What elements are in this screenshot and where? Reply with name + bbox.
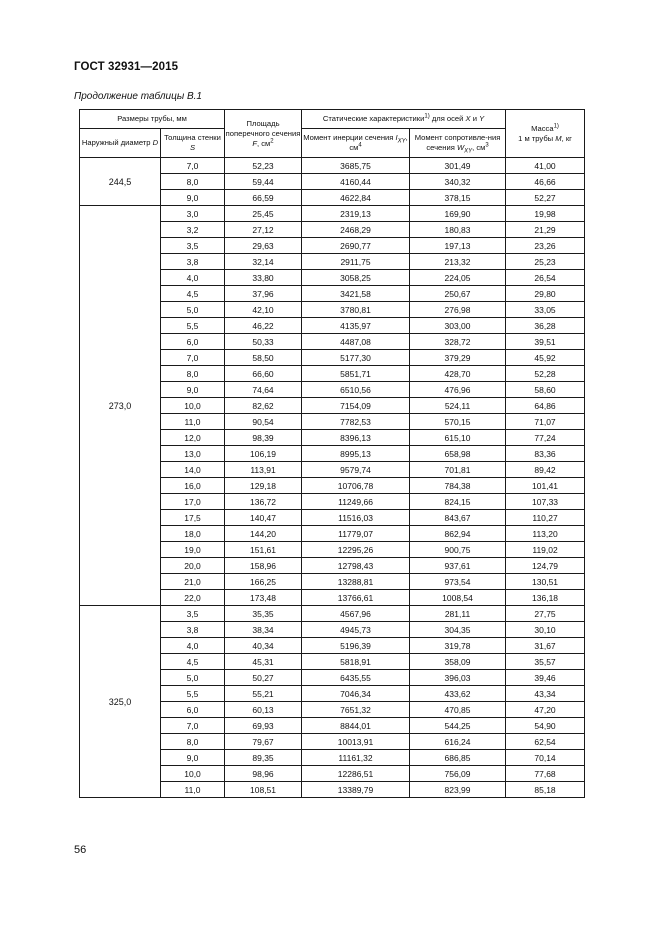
inertia-cell: 12295,26 (302, 542, 410, 558)
area-cell: 55,21 (225, 686, 302, 702)
wall-thickness-cell: 11,0 (161, 782, 225, 798)
wall-thickness-cell: 3,5 (161, 606, 225, 622)
mass-cell: 130,51 (506, 574, 585, 590)
area-cell: 40,34 (225, 638, 302, 654)
area-cell: 52,23 (225, 158, 302, 174)
mass-cell: 107,33 (506, 494, 585, 510)
wall-thickness-cell: 4,5 (161, 286, 225, 302)
inertia-cell: 13766,61 (302, 590, 410, 606)
mass-cell: 70,14 (506, 750, 585, 766)
resistance-cell: 169,90 (410, 206, 506, 222)
header-inertia-unit-power: 4 (358, 142, 362, 149)
header-inertia-sub: XY (397, 138, 406, 145)
resistance-cell: 433,62 (410, 686, 506, 702)
mass-cell: 46,66 (506, 174, 585, 190)
inertia-cell: 11779,07 (302, 526, 410, 542)
wall-thickness-cell: 12,0 (161, 430, 225, 446)
area-cell: 42,10 (225, 302, 302, 318)
resistance-cell: 224,05 (410, 270, 506, 286)
inertia-cell: 6435,55 (302, 670, 410, 686)
resistance-cell: 281,11 (410, 606, 506, 622)
wall-thickness-cell: 9,0 (161, 190, 225, 206)
area-cell: 173,48 (225, 590, 302, 606)
mass-cell: 83,36 (506, 446, 585, 462)
area-cell: 35,35 (225, 606, 302, 622)
header-outer-diameter-label: Наружный диаметр (81, 138, 151, 147)
header-area-unit-power: 2 (270, 137, 274, 144)
mass-cell: 54,90 (506, 718, 585, 734)
inertia-cell: 5177,30 (302, 350, 410, 366)
inertia-cell: 9579,74 (302, 462, 410, 478)
mass-cell: 33,05 (506, 302, 585, 318)
area-cell: 89,35 (225, 750, 302, 766)
mass-cell: 110,27 (506, 510, 585, 526)
header-mass-unit: , кг (561, 133, 572, 143)
area-cell: 29,63 (225, 238, 302, 254)
resistance-cell: 213,32 (410, 254, 506, 270)
inertia-cell: 5851,71 (302, 366, 410, 382)
resistance-cell: 276,98 (410, 302, 506, 318)
wall-thickness-cell: 9,0 (161, 750, 225, 766)
mass-cell: 77,68 (506, 766, 585, 782)
mass-cell: 26,54 (506, 270, 585, 286)
mass-cell: 52,27 (506, 190, 585, 206)
document-title: ГОСТ 32931—2015 (74, 61, 179, 73)
area-cell: 98,96 (225, 766, 302, 782)
inertia-cell: 7154,09 (302, 398, 410, 414)
header-inertia-symbol: I (395, 133, 398, 142)
wall-thickness-cell: 10,0 (161, 398, 225, 414)
resistance-cell: 303,00 (410, 318, 506, 334)
resistance-cell: 428,70 (410, 366, 506, 382)
inertia-cell: 11516,03 (302, 510, 410, 526)
header-mass (506, 110, 585, 158)
mass-cell: 27,75 (506, 606, 585, 622)
resistance-cell: 301,49 (410, 158, 506, 174)
inertia-cell: 12798,43 (302, 558, 410, 574)
header-outer-diameter-symbol: D (152, 138, 159, 147)
mass-cell: 64,86 (506, 398, 585, 414)
area-cell: 50,33 (225, 334, 302, 350)
mass-cell: 136,18 (506, 590, 585, 606)
mass-cell: 19,98 (506, 206, 585, 222)
inertia-cell: 13288,81 (302, 574, 410, 590)
wall-thickness-cell: 3,8 (161, 622, 225, 638)
table-row (80, 606, 585, 622)
inertia-cell: 4567,96 (302, 606, 410, 622)
header-area (225, 110, 302, 158)
area-cell: 129,18 (225, 478, 302, 494)
header-resistance (410, 129, 506, 158)
inertia-cell: 3421,58 (302, 286, 410, 302)
area-cell: 151,61 (225, 542, 302, 558)
wall-thickness-cell: 17,0 (161, 494, 225, 510)
wall-thickness-cell: 16,0 (161, 478, 225, 494)
resistance-cell: 701,81 (410, 462, 506, 478)
wall-thickness-cell: 7,0 (161, 350, 225, 366)
mass-cell: 30,10 (506, 622, 585, 638)
resistance-cell: 900,75 (410, 542, 506, 558)
resistance-cell: 544,25 (410, 718, 506, 734)
header-wall-thickness-symbol: S (189, 143, 196, 152)
mass-cell: 41,00 (506, 158, 585, 174)
area-cell: 90,54 (225, 414, 302, 430)
header-axis-y: Y (479, 114, 485, 123)
mass-cell: 124,79 (506, 558, 585, 574)
wall-thickness-cell: 21,0 (161, 574, 225, 590)
mass-cell: 101,41 (506, 478, 585, 494)
resistance-cell: 658,98 (410, 446, 506, 462)
inertia-cell: 4945,73 (302, 622, 410, 638)
table-row (80, 206, 585, 222)
wall-thickness-cell: 3,2 (161, 222, 225, 238)
resistance-cell: 340,32 (410, 174, 506, 190)
wall-thickness-cell: 5,0 (161, 302, 225, 318)
resistance-cell: 470,85 (410, 702, 506, 718)
mass-cell: 89,42 (506, 462, 585, 478)
outer-diameter-cell: 244,5 (80, 158, 161, 206)
resistance-cell: 476,96 (410, 382, 506, 398)
resistance-cell: 378,15 (410, 190, 506, 206)
wall-thickness-cell: 8,0 (161, 174, 225, 190)
wall-thickness-cell: 7,0 (161, 718, 225, 734)
resistance-cell: 396,03 (410, 670, 506, 686)
area-cell: 140,47 (225, 510, 302, 526)
mass-cell: 43,34 (506, 686, 585, 702)
area-cell: 166,25 (225, 574, 302, 590)
header-mass-label: Масса (531, 123, 554, 133)
area-cell: 38,34 (225, 622, 302, 638)
resistance-cell: 686,85 (410, 750, 506, 766)
area-cell: 37,96 (225, 286, 302, 302)
resistance-cell: 524,11 (410, 398, 506, 414)
page-number: 56 (74, 844, 87, 856)
header-static-label: Статические характеристики (322, 114, 425, 123)
inertia-cell: 11249,66 (302, 494, 410, 510)
resistance-cell: 973,54 (410, 574, 506, 590)
header-resistance-symbol: W (456, 143, 465, 152)
header-pipe-sizes: Размеры трубы, мм (80, 110, 225, 129)
wall-thickness-cell: 10,0 (161, 766, 225, 782)
inertia-cell: 6510,56 (302, 382, 410, 398)
mass-cell: 23,26 (506, 238, 585, 254)
header-outer-diameter (80, 129, 161, 158)
resistance-cell: 937,61 (410, 558, 506, 574)
mass-cell: 52,28 (506, 366, 585, 382)
area-cell: 98,39 (225, 430, 302, 446)
inertia-cell: 3685,75 (302, 158, 410, 174)
header-resistance-sub: XY (464, 148, 473, 155)
wall-thickness-cell: 6,0 (161, 334, 225, 350)
inertia-cell: 10013,91 (302, 734, 410, 750)
table-row (80, 158, 585, 174)
header-mass-note: 1) (553, 122, 559, 129)
inertia-cell: 4487,08 (302, 334, 410, 350)
inertia-cell: 12286,51 (302, 766, 410, 782)
header-resistance-label: Момент сопротивле-ния сечения (414, 133, 501, 152)
area-cell: 144,20 (225, 526, 302, 542)
inertia-cell: 5196,39 (302, 638, 410, 654)
inertia-cell: 13389,79 (302, 782, 410, 798)
wall-thickness-cell: 11,0 (161, 414, 225, 430)
mass-cell: 21,29 (506, 222, 585, 238)
header-inertia-label: Момент инерции сечения (303, 133, 394, 142)
resistance-cell: 250,67 (410, 286, 506, 302)
area-cell: 45,31 (225, 654, 302, 670)
wall-thickness-cell: 5,0 (161, 670, 225, 686)
outer-diameter-cell: 325,0 (80, 606, 161, 798)
inertia-cell: 4160,44 (302, 174, 410, 190)
outer-diameter-cell: 273,0 (80, 206, 161, 606)
header-inertia-unit: , см (349, 133, 408, 152)
header-static-tail: для осей (429, 114, 464, 123)
wall-thickness-cell: 4,5 (161, 654, 225, 670)
inertia-cell: 11161,32 (302, 750, 410, 766)
inertia-cell: 3780,81 (302, 302, 410, 318)
wall-thickness-cell: 7,0 (161, 158, 225, 174)
pipe-properties-table (79, 109, 585, 798)
inertia-cell: 2911,75 (302, 254, 410, 270)
area-cell: 32,14 (225, 254, 302, 270)
resistance-cell: 784,38 (410, 478, 506, 494)
resistance-cell: 823,99 (410, 782, 506, 798)
header-area-symbol: F (252, 138, 258, 148)
area-cell: 66,59 (225, 190, 302, 206)
inertia-cell: 7651,32 (302, 702, 410, 718)
mass-cell: 45,92 (506, 350, 585, 366)
area-cell: 113,91 (225, 462, 302, 478)
area-cell: 25,45 (225, 206, 302, 222)
mass-cell: 119,02 (506, 542, 585, 558)
wall-thickness-cell: 20,0 (161, 558, 225, 574)
header-axis-and: и (470, 114, 480, 123)
table-body (80, 158, 585, 798)
area-cell: 58,50 (225, 350, 302, 366)
resistance-cell: 358,09 (410, 654, 506, 670)
area-cell: 33,80 (225, 270, 302, 286)
mass-cell: 113,20 (506, 526, 585, 542)
wall-thickness-cell: 18,0 (161, 526, 225, 542)
resistance-cell: 756,09 (410, 766, 506, 782)
wall-thickness-cell: 19,0 (161, 542, 225, 558)
header-static-characteristics (302, 110, 506, 129)
area-cell: 136,72 (225, 494, 302, 510)
wall-thickness-cell: 6,0 (161, 702, 225, 718)
wall-thickness-cell: 3,5 (161, 238, 225, 254)
mass-cell: 39,46 (506, 670, 585, 686)
mass-cell: 25,23 (506, 254, 585, 270)
wall-thickness-cell: 17,5 (161, 510, 225, 526)
wall-thickness-cell: 8,0 (161, 366, 225, 382)
header-wall-thickness-label: Толщина стенки (164, 133, 221, 142)
area-cell: 60,13 (225, 702, 302, 718)
inertia-cell: 2690,77 (302, 238, 410, 254)
header-mass-desc: 1 м трубы (518, 133, 554, 143)
inertia-cell: 8995,13 (302, 446, 410, 462)
inertia-cell: 8844,01 (302, 718, 410, 734)
wall-thickness-cell: 5,5 (161, 318, 225, 334)
mass-cell: 77,24 (506, 430, 585, 446)
header-resistance-unit-power: 3 (485, 142, 489, 149)
mass-cell: 62,54 (506, 734, 585, 750)
area-cell: 50,27 (225, 670, 302, 686)
inertia-cell: 2319,13 (302, 206, 410, 222)
resistance-cell: 180,83 (410, 222, 506, 238)
area-cell: 59,44 (225, 174, 302, 190)
area-cell: 46,22 (225, 318, 302, 334)
inertia-cell: 2468,29 (302, 222, 410, 238)
resistance-cell: 1008,54 (410, 590, 506, 606)
inertia-cell: 10706,78 (302, 478, 410, 494)
wall-thickness-cell: 8,0 (161, 734, 225, 750)
inertia-cell: 8396,13 (302, 430, 410, 446)
wall-thickness-cell: 3,0 (161, 206, 225, 222)
wall-thickness-cell: 14,0 (161, 462, 225, 478)
resistance-cell: 197,13 (410, 238, 506, 254)
mass-cell: 35,57 (506, 654, 585, 670)
wall-thickness-cell: 4,0 (161, 638, 225, 654)
header-area-unit: , см (257, 138, 271, 148)
resistance-cell: 843,67 (410, 510, 506, 526)
mass-cell: 58,60 (506, 382, 585, 398)
inertia-cell: 7046,34 (302, 686, 410, 702)
area-cell: 79,67 (225, 734, 302, 750)
wall-thickness-cell: 5,5 (161, 686, 225, 702)
mass-cell: 47,20 (506, 702, 585, 718)
resistance-cell: 615,10 (410, 430, 506, 446)
resistance-cell: 570,15 (410, 414, 506, 430)
mass-cell: 36,28 (506, 318, 585, 334)
mass-cell: 85,18 (506, 782, 585, 798)
header-axis-x: X (465, 114, 471, 123)
area-cell: 82,62 (225, 398, 302, 414)
resistance-cell: 824,15 (410, 494, 506, 510)
mass-cell: 29,80 (506, 286, 585, 302)
header-wall-thickness (161, 129, 225, 158)
mass-cell: 71,07 (506, 414, 585, 430)
area-cell: 69,93 (225, 718, 302, 734)
resistance-cell: 328,72 (410, 334, 506, 350)
inertia-cell: 7782,53 (302, 414, 410, 430)
area-cell: 66,60 (225, 366, 302, 382)
table-caption: Продолжение таблицы В.1 (74, 91, 202, 102)
mass-cell: 39,51 (506, 334, 585, 350)
resistance-cell: 862,94 (410, 526, 506, 542)
area-cell: 106,19 (225, 446, 302, 462)
area-cell: 27,12 (225, 222, 302, 238)
header-static-note: 1) (424, 113, 430, 120)
inertia-cell: 5818,91 (302, 654, 410, 670)
area-cell: 158,96 (225, 558, 302, 574)
resistance-cell: 319,78 (410, 638, 506, 654)
resistance-cell: 304,35 (410, 622, 506, 638)
mass-cell: 31,67 (506, 638, 585, 654)
wall-thickness-cell: 13,0 (161, 446, 225, 462)
resistance-cell: 379,29 (410, 350, 506, 366)
inertia-cell: 4135,97 (302, 318, 410, 334)
area-cell: 74,64 (225, 382, 302, 398)
header-inertia (302, 129, 410, 158)
area-cell: 108,51 (225, 782, 302, 798)
wall-thickness-cell: 9,0 (161, 382, 225, 398)
resistance-cell: 616,24 (410, 734, 506, 750)
header-resistance-unit: , см (472, 143, 486, 152)
header-mass-symbol: M (555, 133, 562, 143)
header-row-1 (80, 110, 585, 129)
wall-thickness-cell: 4,0 (161, 270, 225, 286)
wall-thickness-cell: 22,0 (161, 590, 225, 606)
inertia-cell: 3058,25 (302, 270, 410, 286)
header-area-label: Площадь поперечного сечения (225, 118, 301, 138)
wall-thickness-cell: 3,8 (161, 254, 225, 270)
inertia-cell: 4622,84 (302, 190, 410, 206)
